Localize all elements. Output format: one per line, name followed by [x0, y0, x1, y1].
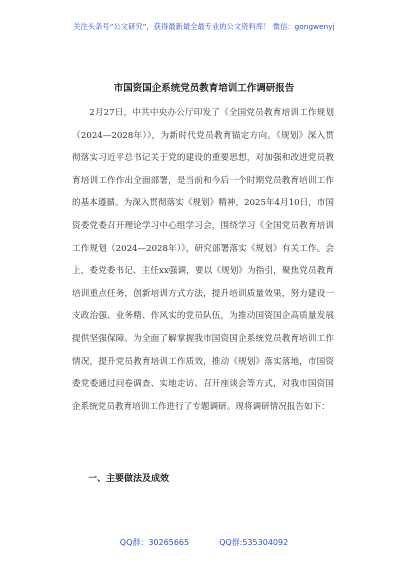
document-title: 市国资国企系统党员教育培训工作调研报告: [113, 83, 295, 94]
body-paragraph: 2月27日，中共中央办公厅印发了《全国党员教育培训工作规划（2024—2028年）》，为新时代党员教育锚定方向。《规划》深入贯彻落实习近平总书记关于党的建设的重要思想，对加强和改进党员教育培训工作作出全面部署，是当前和今后一个时期党员教育培训工作的基本遵循。为深入贯彻落实《规划》精神，2025年4月10日，市国资委党委召开理论学习中心组学习会，围绕学习《全国党员教育培训工作规划（2024—2028年）》，研究部署落实《规划》有关工作。会上，委党委书记、主任xx强调，要以《规划》为指引，聚焦党员教育培训重点任务，创新培训方式方法，提升培训质量效果，努力建设一支政治强、业务精、作风实的党员队伍，为推动国资国企高质量发展提供坚强保障。为全面了解掌握我市国资国企系统党员教育培训工作情况，提升党员教育培训工作质效，推动《规划》落实落地，市国资委党委通过问卷调查、实地走访、召开座谈会等方式，对我市国资国企系统党员教育培训工作进行了专题调研。现将调研情况报告如下：: [72, 108, 334, 412]
footer: [0, 537, 408, 548]
header-note: 关注头条号“公文研究”，获得最新最全最专业的公文资料库！ 微信：gongwenyj: [73, 22, 335, 31]
section-heading: 一、主要做法及成效: [88, 474, 170, 484]
document-body: [72, 102, 334, 418]
footer-qq-group-left: QQ群：30265665: [119, 538, 190, 547]
footer-qq-group-right: QQ群:535304092: [219, 538, 289, 547]
